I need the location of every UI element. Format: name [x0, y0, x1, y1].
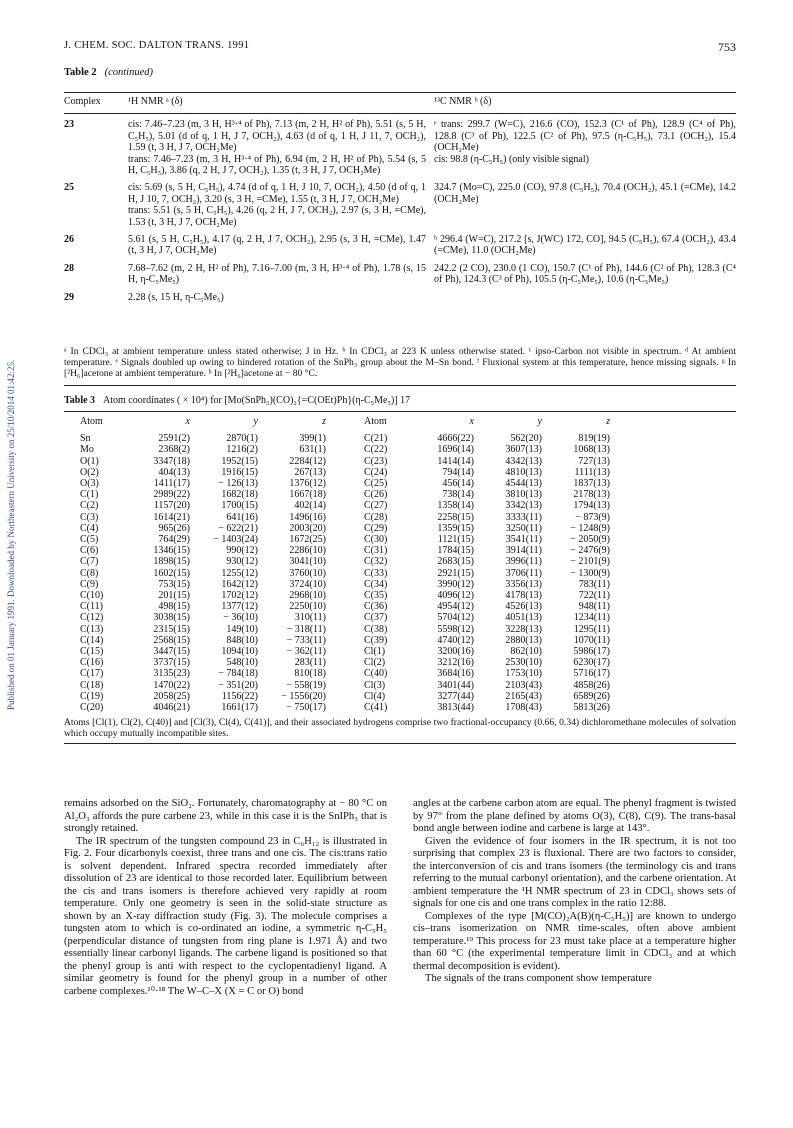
- c-nmr-cell: ᵉ trans: 299.7 (W=C), 216.6 (CO), 152.3 (C¹ of Ph), 128.9 (C⁴ of Ph), 128.8 (C³ of Ph), 122.5 (C² of Ph), 97.5 (η-C₅H₅), 73.1 (OCH₂), 15.4 (OCH₂Me) cis: 98.8 (η-C₅H₅) (only visible signal): [434, 119, 736, 165]
- table3-row: O(1) 3347(18) 1952(15) 2284(12) C(23) 1414(14) 4342(13) 727(13): [80, 455, 610, 467]
- body-paragraph: angles at the carbene carbon atom are equal. The phenyl fragment is twisted by 97° from the plane defined by atoms O(3), C(8), C(9). The trans-basal bond angle between iodine and carbene is large at 143°.: [413, 798, 736, 834]
- table3-header: Atom x y z Atom x y z: [80, 416, 610, 427]
- c-nmr-cell: 242.2 (2 CO), 230.0 (1 CO), 150.7 (C¹ of Ph), 144.6 (C² of Ph), 128.3 (C⁴ of Ph), 124.3 (C³ of Ph), 105.5 (η-C₅Me₅), 10.6 (η-C₅Me₅): [434, 262, 736, 286]
- table3-row: C(5) 764(29) − 1403(24) 1672(25) C(30) 1121(15) 3541(11) − 2050(9): [80, 534, 610, 546]
- table3-row: C(15) 3447(15) 1094(10) − 362(11) Cl(1) 3200(16) 862(10) 5986(17): [80, 646, 610, 658]
- table3-row: C(3) 1614(21) 641(16) 1496(16) C(28) 2258(15) 3333(11) − 873(9): [80, 511, 610, 523]
- body-paragraph: The IR spectrum of the tungsten compound 23 in C₆H₁₂ is illustrated in Fig. 2. Four dicarbonyls coexist, three trans and one cis. The cis:trans ratio is solvent dependent. Infrared spectra recorded immediately after dissolution of 23 are identical to those recorded later. Equilibrium between the cis and trans isomers is therefore achieved very rapidly at room temperature. Only one geometry is seen in the solid-state structure as shown by an X-ray diffraction study (Fig. 3). The molecule comprises a tungsten atom to which is co-ordinated an iodine, a symmetric η-C₅H₅ (perpendicular distance of tungsten from ring plane is 1.971 Å) and two essentially linear carbonyl ligands. The carbene ligand is positioned so that the phenyl group is anti with respect to the cyclopentadienyl ligand. A similar geometry is found for the phenyl group in a number of other carbene complexes.¹⁰·¹⁸ The W–C–X (X = C or O) bond: [64, 835, 387, 997]
- body-text: [64, 798, 736, 998]
- table3-row: C(8) 1602(15) 1255(12) 3760(10) C(33) 2921(15) 3706(11) − 1300(9): [80, 567, 610, 579]
- table2-row: [64, 234, 736, 257]
- table3-row: C(18) 1470(22) − 351(20) − 558(19) Cl(3) 3401(44) 2103(43) 4858(26): [80, 679, 610, 691]
- table3-row: C(16) 3737(15) 548(10) 283(11) Cl(2) 3212(16) 2530(10) 6230(17): [80, 657, 610, 669]
- complex-number: 25: [64, 182, 74, 194]
- table3-row: C(1) 2989(22) 1682(18) 1667(18) C(26) 738(14) 3810(13) 2178(13): [80, 489, 610, 501]
- table3-row: C(9) 753(15) 1642(12) 3724(10) C(34) 3990(12) 3356(13) 783(11): [80, 578, 610, 590]
- h-nmr-cell: cis: 5.69 (s, 5 H, C₅H₅), 4.74 (d of q, 1 H, J 10, 7, OCH₂), 4.50 (d of q, 1 H, J 10, 7, OCH₂), 3.20 (s, 3 H, =CMe), 1.55 (t, 3 H, J 7, OCH₂Me) trans: 5.51 (s, 5 H, C₅H₅), 4.26 (q, 2 H, J 7, OCH₂), 2.97 (s, 3 H, =CMe), 1.53 (t, 3 H, J 7, OCH₂Me): [128, 182, 426, 228]
- table3-row: C(7) 1898(15) 930(12) 3041(10) C(32) 2683(15) 3996(11) − 2101(9): [80, 556, 610, 568]
- body-paragraph: Given the evidence of four isomers in the IR spectrum, it is not too surprising that complex 23 is fluxional. There are two factors to consider, the interconversion of cis and trans isomers (the terminology cis and trans referring to the mutual carbonyl orientation), and the carbene orientation. At ambient temperature the ¹H NMR spectrum of 23 in CDCl₃ shows sets of signals for one cis and one trans complex in the ratio 12:88.: [413, 835, 736, 909]
- right-column: [413, 798, 736, 998]
- table2-caption: Table 2 (continued): [64, 67, 153, 78]
- h-nmr-cell: 5.61 (s, 5 H, C₅H₅), 4.17 (q, 2 H, J 7, OCH₂), 2.95 (s, 3 H, =CMe), 1.47 (t, 3 H, J 7, OCH₂Me): [128, 234, 426, 257]
- table3-row: O(3) 1411(17) − 126(13) 1376(12) C(25) 456(14) 4544(13) 1837(13): [80, 478, 610, 490]
- body-paragraph: The signals of the trans component show temperature: [425, 973, 652, 984]
- c-nmr-cell: 324.7 (Mo=C), 225.0 (CO), 97.8 (C₅H₅), 70.4 (OCH₂), 45.1 (=CMe), 14.2 (OCH₂Me): [434, 182, 736, 205]
- table3-row: Sn 2591(2) 2870(1) 399(1) C(21) 4666(22) 562(20) 819(19): [80, 433, 610, 445]
- h-nmr-cell: 2.28 (s, 15 H, η-C₅Me₅): [128, 291, 224, 303]
- table3-row: O(2) 404(13) 1916(15) 267(13) C(24) 794(14) 4810(13) 1111(13): [80, 466, 610, 478]
- page-number: 753: [718, 40, 736, 54]
- table3-caption: Table 3 Atom coordinates ( × 10⁴) for [Mo(SnPh₃)(CO)₂{=C(OEt)Ph}(η-C₅Me₅)] 17: [64, 395, 411, 406]
- table3-row: C(4) 965(26) − 622(21) 2003(20) C(29) 1359(15) 3250(11) − 1248(9): [80, 522, 610, 534]
- table3-row: C(10) 201(15) 1702(12) 2968(10) C(35) 4096(12) 4178(13) 722(11): [80, 590, 610, 602]
- body-paragraph: Complexes of the type [M(CO)₂A(B)(η-C₅H₅)] are known to undergo cis–trans isomerization on NMR time-scales, often above ambient temperature.¹⁹ This process for 23 must take place at a temperature higher than 60 °C (the experimental temperature limit in CDCl₃ and at which thermal decomposition is evident).: [413, 910, 736, 972]
- table3: [64, 411, 736, 744]
- table3-row: C(12) 3038(15) − 36(10) 310(11) C(37) 5704(12) 4051(13) 1234(11): [80, 612, 610, 624]
- table3-row: C(20) 4046(21) 1661(17) − 750(17) C(41) 3813(44) 1708(43) 5813(26): [80, 702, 610, 714]
- complex-number: 23: [64, 119, 74, 131]
- c-nmr-cell: [434, 292, 736, 303]
- table3-row: C(13) 2315(15) 149(10) − 318(11) C(38) 5598(12) 3228(13) 1295(11): [80, 623, 610, 635]
- table2-row: [64, 182, 736, 228]
- table2-footnotes: ᵃ In CDCl₃ at ambient temperature unless stated otherwise; J in Hz. ᵇ In CDCl₃ at 223 K unless otherwise stated. ᶜ ipso-Carbon not visible in spectrum. ᵈ At ambient temperature. ᵉ Signals doubled up owing to hindered rotation of the SnPh₃ group about the M–Sn bond. ᶠ Fluxional system at this temperature, hence missing signals. ᵍ In [²H₆]acetone at ambient temperature. ʰ In [²H₆]acetone at − 80 °C.: [64, 346, 736, 386]
- table3-row: C(6) 1346(15) 990(12) 2286(10) C(31) 1784(15) 3914(11) − 2476(9): [80, 545, 610, 557]
- table3-row: C(2) 1157(20) 1700(15) 402(14) C(27) 1358(14) 3342(13) 1794(13): [80, 500, 610, 512]
- complex-number: 28: [64, 262, 74, 274]
- journal-name: J. CHEM. SOC. DALTON TRANS. 1991: [64, 40, 250, 51]
- body-paragraph: remains adsorbed on the SiO₂. Fortunately, charomatography at − 80 °C on Al₂O₃ affords the pure carbene 23, while in this case it is the SnIPh₃ that is strongly retained.: [64, 798, 387, 834]
- download-watermark: Published on 01 January 1991. Downloaded by Northeastern University on 25/10/2014 01:42:25.: [6, 359, 16, 710]
- c-nmr-cell: ʰ 296.4 (W=C), 217.2 [s, J(WC) 172, CO], 94.5 (C₅H₅), 67.4 (OCH₂), 43.4 (=CMe), 11.0 (OCH₂Me): [434, 234, 736, 257]
- table3-row: C(14) 2568(15) 848(10) − 733(11) C(39) 4740(12) 2880(13) 1070(11): [80, 634, 610, 646]
- table3-row: C(17) 3135(23) − 784(18) 810(18) C(40) 3684(16) 1753(10) 5716(17): [80, 668, 610, 680]
- complex-number: 26: [64, 234, 74, 246]
- left-column: [64, 798, 387, 998]
- table3-footnote: Atoms [Cl(1), Cl(2), C(40)] and [Cl(3), Cl(4), C(41)], and their associated hydrogens comprise two fractional-occupancy (0.66, 0.34) dichloromethane molecules of solvation which occupy mutually incompatible sites.: [64, 717, 736, 744]
- table3-row: C(19) 2058(25) 1156(22) − 1556(20) Cl(4) 3277(44) 2165(43) 6589(26): [80, 690, 610, 702]
- table2-header: Complex ¹H NMR ᵃ (δ) ¹³C NMR ᵇ (δ): [64, 96, 492, 107]
- table2-row: [64, 263, 736, 286]
- table3-row: C(11) 498(15) 1377(12) 2250(10) C(36) 4954(12) 4526(13) 948(11): [80, 601, 610, 613]
- table2-row: [64, 119, 736, 176]
- h-nmr-cell: 7.68–7.62 (m, 2 H, H² of Ph), 7.16–7.00 (m, 3 H, H³·⁴ of Ph), 1.78 (s, 15 H, η-C₅Me₅): [128, 262, 426, 286]
- h-nmr-cell: cis: 7.46–7.23 (m, 3 H, H³·⁴ of Ph), 7.13 (m, 2 H, H² of Ph), 5.51 (s, 5 H, C₅H₅), 5.01 (d of q, 1 H, J 7, OCH₂), 4.63 (d of q, 1 H, J 11, 7, OCH₂), 1.59 (t, 3 H, J 7, OCH₂Me) trans: 7.46–7.23 (m, 3 H, H³·⁴ of Ph), 6.94 (m, 2 H, H² of Ph), 5.54 (s, 5 H, C₅H₅), 3.86 (q, 2 H, J 7, OCH₂), 1.35 (t, 3 H, J 7, OCH₂Me): [128, 119, 426, 177]
- table3-row: Mo 2368(2) 1216(2) 631(1) C(22) 1696(14) 3607(13) 1068(13): [80, 444, 610, 456]
- table2: [64, 92, 736, 309]
- complex-number: 29: [64, 291, 74, 303]
- table2-row: [64, 292, 736, 303]
